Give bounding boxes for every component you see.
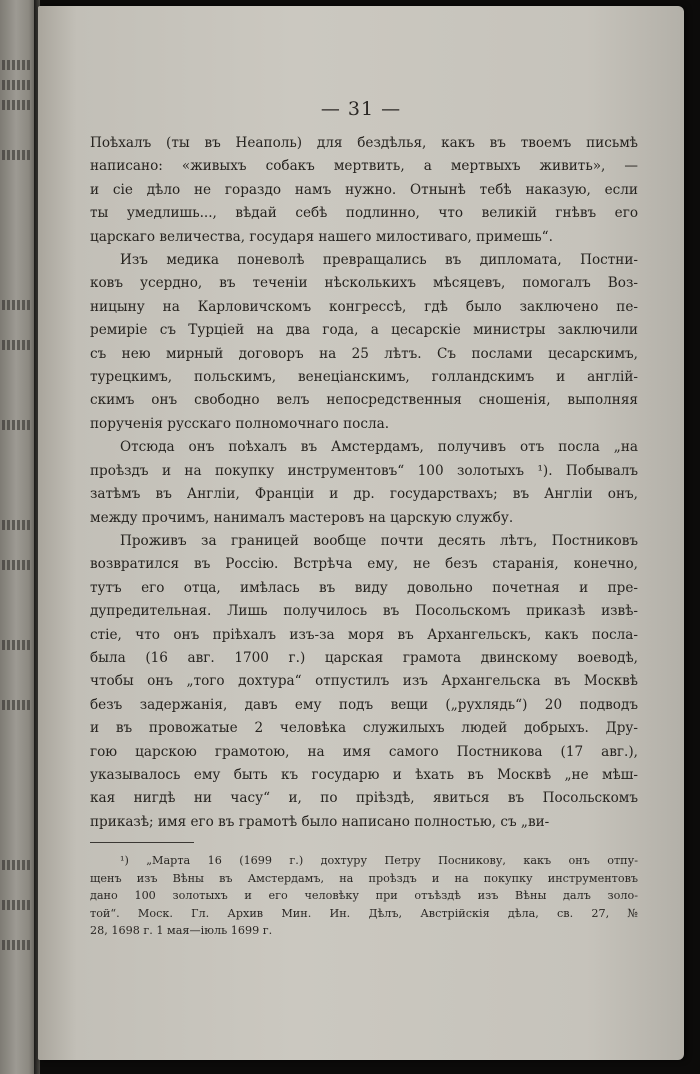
footnote-line: дано 100 золотыхъ и его человѣку при отъѣздѣ изъ Вѣны далъ золо- — [90, 889, 638, 902]
text-line: ковъ усердно, въ теченіи нѣсколькихъ мѣсяцевъ, помогалъ Воз- — [90, 275, 638, 292]
main-text — [90, 132, 638, 834]
text-line: дупредительная. Лишь получилось въ Посольскомъ приказѣ извѣ- — [90, 603, 638, 620]
text-line: царскаго величества, государя нашего милостиваго, примешь“. — [90, 228, 553, 245]
text-line: чтобы онъ „того дохтура“ отпустилъ изъ Архангельска въ Москвѣ — [90, 673, 638, 690]
text-line: съ нею мирный договоръ на 25 лѣтъ. Съ послами цесарскимъ, — [90, 345, 638, 362]
text-line: гою царскою грамотою, на имя самого Постникова (17 авг.), — [90, 743, 638, 760]
footnote-line: щенъ изъ Вѣны въ Амстердамъ, на проѣздъ и на покупку инструментовъ — [90, 871, 638, 885]
text-line: скимъ онъ свободно велъ непосредственныя сношенія, выполняя — [90, 392, 638, 409]
footnote-line: ¹) „Марта 16 (1699 г.) дохтуру Петру Посникову, какъ онъ отпу- — [120, 854, 638, 867]
previous-page-edge — [0, 0, 36, 1074]
text-line: стіе, что онъ пріѣхалъ изъ-за моря въ Архангельскъ, какъ посла- — [90, 626, 638, 643]
text-line: ницыну на Карловичскомъ конгрессѣ, гдѣ было заключено пе- — [90, 298, 638, 315]
text-line: Изъ медика поневолѣ превращались въ дипломата, Постни- — [120, 252, 638, 269]
text-line: проѣздъ и на покупку инструментовъ“ 100 золотыхъ ¹). Побывалъ — [90, 462, 638, 479]
text-line: между прочимъ, нанималъ мастеровъ на царскую службу. — [90, 509, 514, 526]
text-line: приказѣ; имя его въ грамотѣ было написано полностью, съ „ви- — [90, 813, 550, 830]
text-line: и въ провожатые 2 человѣка служилыхъ людей добрыхъ. Дру- — [90, 720, 638, 737]
text-line: ремиріе съ Турціей на два года, а цесарскіе министры заключили — [90, 322, 638, 339]
page-number: — 31 — — [320, 98, 402, 120]
text-line: затѣмъ въ Англіи, Франціи и др. государствахъ; въ Англіи онъ, — [90, 486, 638, 503]
book-page — [38, 6, 684, 1060]
text-line: Поѣхалъ (ты въ Неаполь) для бездѣлья, какъ въ твоемъ письмѣ — [90, 135, 638, 151]
footnote — [90, 852, 638, 940]
text-line: возвратился въ Россію. Встрѣча ему, не безъ старанія, конечно, — [90, 556, 638, 573]
text-line: указывалось ему быть къ государю и ѣхать въ Москвѣ „не мѣш- — [90, 766, 638, 783]
text-line: безъ задержанія, давъ ему подъ вещи („рухлядь“) 20 подводъ — [90, 696, 638, 713]
text-line: Отсюда онъ поѣхалъ въ Амстердамъ, получивъ отъ посла „на — [120, 439, 638, 456]
text-line: была (16 авг. 1700 г.) царская грамота двинскому воеводѣ, — [90, 649, 638, 666]
text-line: кая нигдѣ ни часу“ и, по пріѣздѣ, явиться въ Посольскомъ — [90, 790, 638, 807]
text-line: ты умедлишь..., вѣдай себѣ подлинно, что великій гнѣвъ его — [90, 205, 638, 222]
text-line: Проживъ за границей вообще почти десять лѣтъ, Постниковъ — [120, 532, 638, 549]
text-line: турецкимъ, польскимъ, венеціанскимъ, голландскимъ и англій- — [90, 369, 638, 386]
footnote-line: 28, 1698 г. 1 мая—іюль 1699 г. — [90, 924, 273, 937]
footnote-divider — [90, 842, 194, 843]
text-line: тутъ его отца, имѣлась въ виду довольно почетная и пре- — [90, 579, 638, 596]
text-line: и сіе дѣло не гораздо намъ нужно. Отнынѣ тебѣ наказую, если — [90, 181, 638, 198]
text-line: порученія русскаго полномочнаго посла. — [90, 415, 390, 432]
footnote-line: той“. Моск. Гл. Архив Мин. Ин. Дѣлъ, Австрійскія дѣла, св. 27, № — [90, 906, 638, 920]
text-line: написано: «живыхъ собакъ мертвить, а мертвыхъ живить», — — [90, 158, 638, 175]
